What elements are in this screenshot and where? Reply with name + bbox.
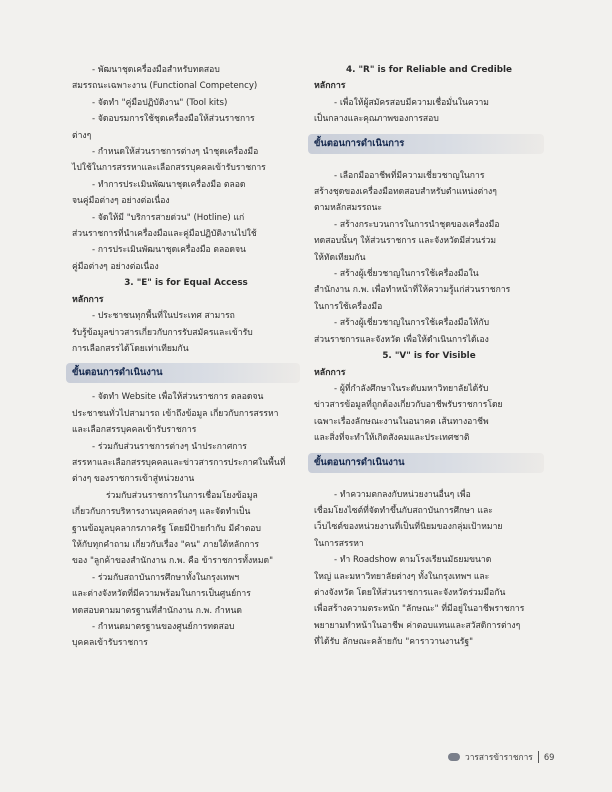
paragraph: ในการสรรหา: [314, 538, 364, 549]
paragraph: เฉพาะเรื่องลักษณะงานในอนาคต เส้นทางอาชีพ: [314, 416, 489, 427]
section-band: ขั้นตอนการดำเนินงาน: [308, 453, 544, 473]
section-band: ขั้นตอนการดำเนินงาน: [66, 363, 300, 383]
paragraph: ที่ได้รับ ลักษณะคล้ายกับ "คาราวานงานรัฐ": [314, 637, 474, 648]
paragraph: คู่มือต่างๆ อย่างต่อเนื่อง: [72, 261, 159, 272]
paragraph: - กำหนดให้ส่วนราชการต่างๆ นำชุดเครื่องมือ: [92, 147, 259, 158]
paragraph: เว็บไซต์ของหน่วยงานที่เป็นที่นิยมของกลุ่มเป้าหมาย: [314, 522, 503, 533]
paragraph: ข่าวสารข้อมูลที่ถูกต้องเกี่ยวกับอาชีพรับราชการโดย: [314, 400, 503, 411]
paragraph: ให้กับทุกคำถาม เกี่ยวกับเรื่อง "คน" ภายใต้หลักการ: [72, 539, 260, 550]
page-footer: [448, 750, 554, 764]
paragraph: ไปใช้ในการสรรหาและเลือกสรรบุคคลเข้ารับราชการ: [72, 163, 266, 174]
paragraph: ต่างๆ ของราชการเข้าสู่หน่วยงาน: [72, 474, 195, 485]
paragraph: - เลือกมืออาชีพที่มีความเชี่ยวชาญในการ: [334, 170, 485, 181]
paragraph: ตามหลักสมรรถนะ: [314, 203, 383, 214]
paragraph: เพื่อสร้างความตระหนัก "ลักษณะ" ที่มีอยู่ในอาชีพราชการ: [314, 604, 525, 615]
paragraph: - เพื่อให้ผู้สมัครสอบมีความเชื่อมั่นในความ: [334, 97, 489, 108]
paragraph: - สร้างผู้เชี่ยวชาญในการใช้เครื่องมือให้กับ: [334, 318, 490, 329]
paragraph: พยายามทำหน้าในอาชีพ ค่าตอบแทนและสวัสดิการต่างๆ: [314, 620, 521, 631]
paragraph: - พัฒนาชุดเครื่องมือสำหรับทดสอบ: [92, 65, 220, 75]
paragraph: - จัดให้มี "บริการสายด่วน" (Hotline) แก่: [92, 212, 245, 223]
paragraph: ให้ทัดเทียมกัน: [314, 252, 366, 263]
paragraph: รับรู้ข้อมูลข่าวสารเกี่ยวกับการรับสมัครและเข้ารับ: [72, 327, 253, 338]
paragraph: - ทำการประเมินพัฒนาชุดเครื่องมือ ตลอด: [92, 179, 246, 190]
paragraph: สรรหาและเลือกสรรบุคคลและข่าวสารการประกาศในพื้นที่: [72, 457, 286, 468]
paragraph: - ร่วมกับส่วนราชการต่างๆ นำประกาศการ: [92, 441, 247, 452]
paragraph: การเลือกสรรได้โดยเท่าเทียมกัน: [72, 343, 189, 354]
paragraph: ใหญ่ และมหาวิทยาลัยต่างๆ ทั้งในกรุงเทพฯ และ: [314, 571, 490, 582]
paragraph: ในการใช้เครื่องมือ: [314, 301, 383, 312]
paragraph: ส่วนราชการที่นำเครื่องมือและคู่มือปฏิบัติงานไปใช้: [72, 229, 257, 240]
section-band: ขั้นตอนการดำเนินการ: [308, 134, 544, 154]
paragraph: ร่วมกับส่วนราชการในการเชื่อมโยงข้อมูล: [106, 490, 258, 501]
section-heading: 4. "R" is for Reliable and Credible: [345, 65, 513, 75]
paragraph: - ทำ Roadshow ตามโรงเรียนมัธยมขนาด: [334, 555, 492, 566]
paragraph: สมรรถนะเฉพาะงาน (Functional Competency): [72, 81, 258, 92]
paragraph: - ร่วมกับสถาบันการศึกษาทั้งในกรุงเทพฯ: [92, 572, 240, 583]
principle-label: หลักการ: [314, 81, 346, 92]
left-column: [72, 62, 300, 652]
paragraph: เชื่อมโยงไซต์ที่จัดทำขึ้นกับสถาบันการศึกษา และ: [314, 505, 493, 516]
paragraph: - ประชาชนทุกพื้นที่ในประเทศ สามารถ: [92, 311, 235, 322]
footer-divider: [538, 751, 539, 763]
paragraph: และต่างจังหวัดที่มีความพร้อมในการเป็นศูนย์การ: [72, 589, 251, 600]
paragraph: ประชาชนทั่วไปสามารถ เข้าถึงข้อมูล เกี่ยวกับการสรรหา: [72, 408, 279, 419]
paragraph: - ผู้ที่กำลังศึกษาในระดับมหาวิทยาลัยได้รับ: [334, 383, 489, 394]
paragraph: - ทำความตกลงกับหน่วยงานอื่นๆ เพื่อ: [334, 489, 471, 500]
paragraph: ทดสอบตามมาตรฐานที่สำนักงาน ก.พ. กำหนด: [72, 605, 242, 616]
paragraph: - การประเมินพัฒนาชุดเครื่องมือ ตลอดจน: [92, 245, 246, 256]
section-heading: 3. "E" is for Equal Access: [124, 278, 248, 289]
journal-name: วารสารข้าราชการ: [465, 752, 533, 762]
paragraph: เป็นกลางและคุณภาพของการสอบ: [314, 114, 439, 125]
principle-label: หลักการ: [72, 294, 104, 305]
paragraph: เกี่ยวกับการบริหารงานบุคคลต่างๆ และจัดทำเป็น: [72, 507, 251, 518]
paragraph: ฐานข้อมูลบุคลากรภาครัฐ โดยมีป้ายกำกับ มีคำตอบ: [72, 523, 261, 534]
section-heading: 5. "V" is for Visible: [382, 351, 476, 362]
paragraph: - จัดอบรมการใช้ชุดเครื่องมือให้ส่วนราชการ: [92, 114, 255, 125]
page-number: 69: [543, 752, 555, 762]
paragraph: - กำหนดมาตรฐานของศูนย์การทดสอบ: [92, 622, 235, 632]
paragraph: ทดสอบนั้นๆ ให้ส่วนราชการ และจังหวัดมีส่วนร่วม: [314, 236, 497, 247]
paragraph: - จัดทำ "คู่มือปฏิบัติงาน" (Tool kits): [92, 97, 228, 108]
paragraph: ส่วนราชการและจังหวัด เพื่อให้ดำเนินการได้เอง: [314, 334, 489, 345]
paragraph: ต่างจังหวัด โดยให้ส่วนราชการและจังหวัดร่วมมือกัน: [314, 587, 506, 598]
paragraph: สร้างชุดของเครื่องมือทดสอบสำหรับตำแหน่งต่างๆ: [314, 187, 497, 198]
paragraph: - สร้างผู้เชี่ยวชาญในการใช้เครื่องมือใน: [334, 269, 479, 280]
paragraph: และสิ่งที่จะทำให้เกิดสังคมและประเทศชาติ: [314, 433, 470, 444]
paragraph: สำนักงาน ก.พ. เพื่อทำหน้าที่ให้ความรู้แก่ส่วนราชการ: [314, 285, 511, 296]
journal-logo-icon: [448, 753, 460, 761]
principle-label: หลักการ: [314, 367, 346, 378]
paragraph: - จัดทำ Website เพื่อให้ส่วนราชการ ตลอดจน: [92, 392, 264, 403]
paragraph: บุคคลเข้ารับราชการ: [72, 638, 148, 649]
right-column: [314, 62, 544, 651]
paragraph: จนคู่มือต่างๆ อย่างต่อเนื่อง: [72, 196, 170, 207]
paragraph: ต่างๆ: [72, 130, 92, 141]
paragraph: - สร้างกระบวนการในการนำชุดของเครื่องมือ: [334, 219, 500, 230]
paragraph: ของ "ลูกค้าของสำนักงาน ก.พ. คือ ข้าราชการทั้งหมด": [72, 556, 274, 567]
paragraph: และเลือกสรรบุคคลเข้ารับราชการ: [72, 425, 197, 436]
